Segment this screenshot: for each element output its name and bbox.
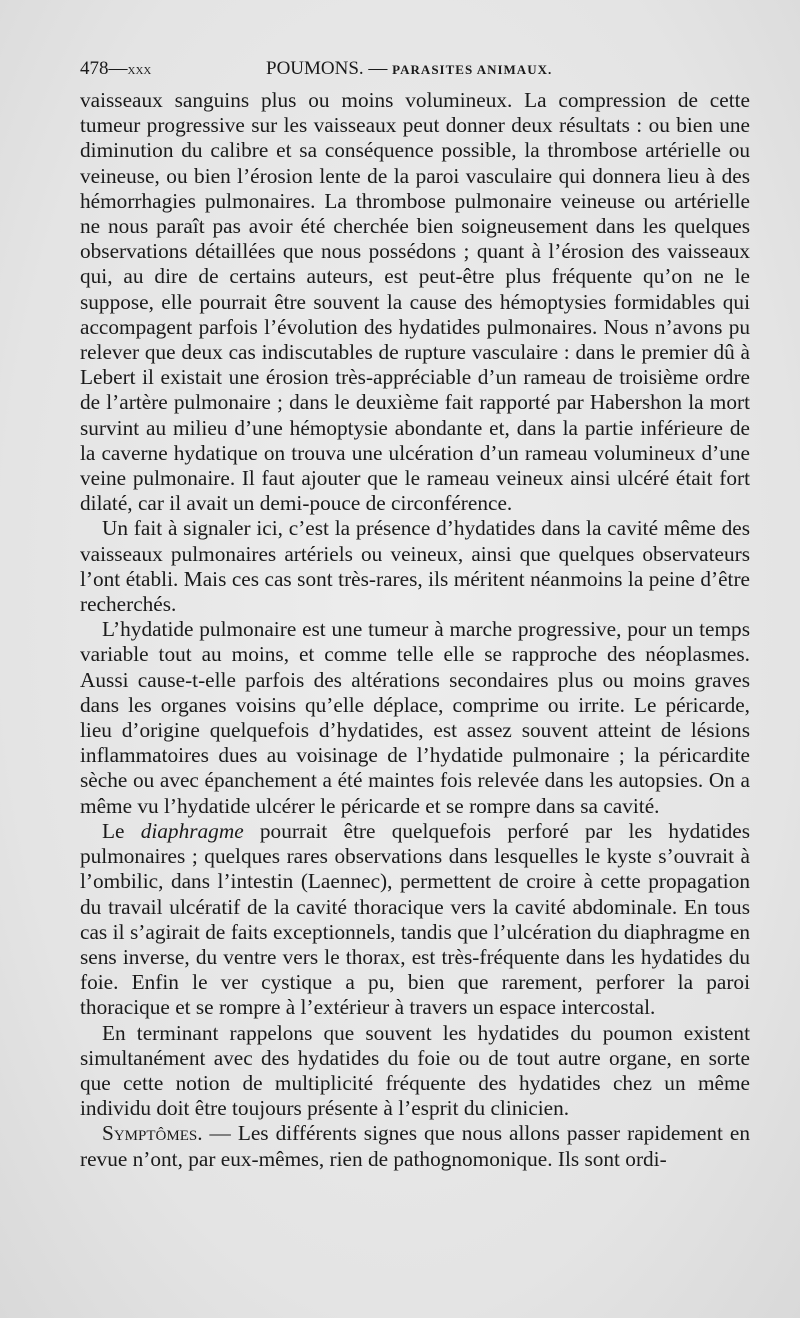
section-heading: Symptômes. [102,1121,203,1146]
page-body [80,88,750,1172]
page-header [80,54,760,84]
italic-term: diaphragme [140,818,244,843]
running-subtitle: PARASITES ANIMAUX. [392,62,553,77]
page-number: 478—xxx [80,58,152,79]
running-title: POUMONS. — PARASITES ANIMAUX. [266,58,553,79]
paragraph-2: Un fait à signaler ici, c’est la présence d’hydatides dans la cavité même des vaisseaux pulmonaires artériels ou veineux, ainsi que quelques observateurs l’ont établi. Mais ces cas sont très-rares, ils méritent néanmoins la peine d’être recherchés. [80,516,750,617]
paragraph-5: En terminant rappelons que souvent les hydatides du poumon existent simultanément avec des hydatides du foie ou de tout autre organe, en sorte que cette notion de multiplicité fréquente des hydatides chez un même individu doit être toujours présente à l’esprit du clinicien. [80,1020,750,1121]
paragraph-6: Symptômes. — Les différents signes que nous allons passer rapidement en revue n’ont, par eux-mêmes, rien de pathognomonique. Ils sont ordi- [80,1121,750,1171]
paragraph-3: L’hydatide pulmonaire est une tumeur à marche progressive, pour un temps variable tout au moins, et comme telle elle se rapproche des néoplasmes. Aussi cause-t-elle parfois des altérations secondaires plus ou moins graves dans les organes voisins qu’elle déplace, comprime ou irrite. Le péricarde, lieu d’origine quelquefois d’hydatides, est assez souvent atteint de lésions inflammatoires dues au voisinage de l’hydatide pulmonaire ; la péricardite sèche ou avec épanchement a été maintes fois relevée dans les autopsies. On a même vu l’hydatide ulcérer le péricarde et se rompre dans sa cavité. [80,617,750,818]
paragraph-1: vaisseaux sanguins plus ou moins volumineux. La compression de cette tumeur progressive sur les vaisseaux peut donner deux résultats : ou bien une diminution du calibre et sa conséquence possible, la thrombose artérielle ou veineuse, ou bien l’érosion lente de la paroi vasculaire qui donnera lieu à des hémorrhagies pulmonaires. La thrombose pulmonaire veineuse ou artérielle ne nous paraît pas avoir été cherchée bien soigneusement dans les quelques observations détaillées que nous possédons ; quant à l’érosion des vaisseaux qui, au dire de certains auteurs, est peut-être plus fréquente qu’on ne le suppose, elle pourrait être souvent la cause des hémoptysies formidables qui accompagent parfois l’évolution des hydatides pulmonaires. Nous n’avons pu relever que deux cas indiscutables de rupture vasculaire : dans le premier dû à Lebert il existait une érosion très-appréciable d’un rameau de troisième ordre de l’artère pulmonaire ; dans le deuxième fait rapporté par Habershon la mort survint au milieu d’une hémoptysie abondante et, dans la partie inférieure de la caverne hydatique on trouva une ulcération d’un rameau volumineux d’une veine pulmonaire. Il faut ajouter que le rameau veineux ainsi ulcéré était fort dilaté, car il avait un demi-pouce de circonférence. [80,88,750,516]
chapter-number: xxx [127,61,152,78]
paragraph-4: Le diaphragme pourrait être quelquefois perforé par les hydatides pulmonaires ; quelques rares observations dans lesquelles le kyste s’ouvrait à l’ombilic, dans l’intestin (Laennec), permettent de croire à cette propagation du travail ulcératif de la cavité thoracique vers la cavité abdominale. En tous cas il s’agirait de faits exceptionnels, tandis que l’ulcération du diaphragme en sens inverse, du ventre vers le thorax, est très-fréquente dans les hydatides du foie. Enfin le ver cystique a pu, bien que rarement, perforer la paroi thoracique et se rompre à l’extérieur à travers un espace intercostal. [80,818,750,1020]
